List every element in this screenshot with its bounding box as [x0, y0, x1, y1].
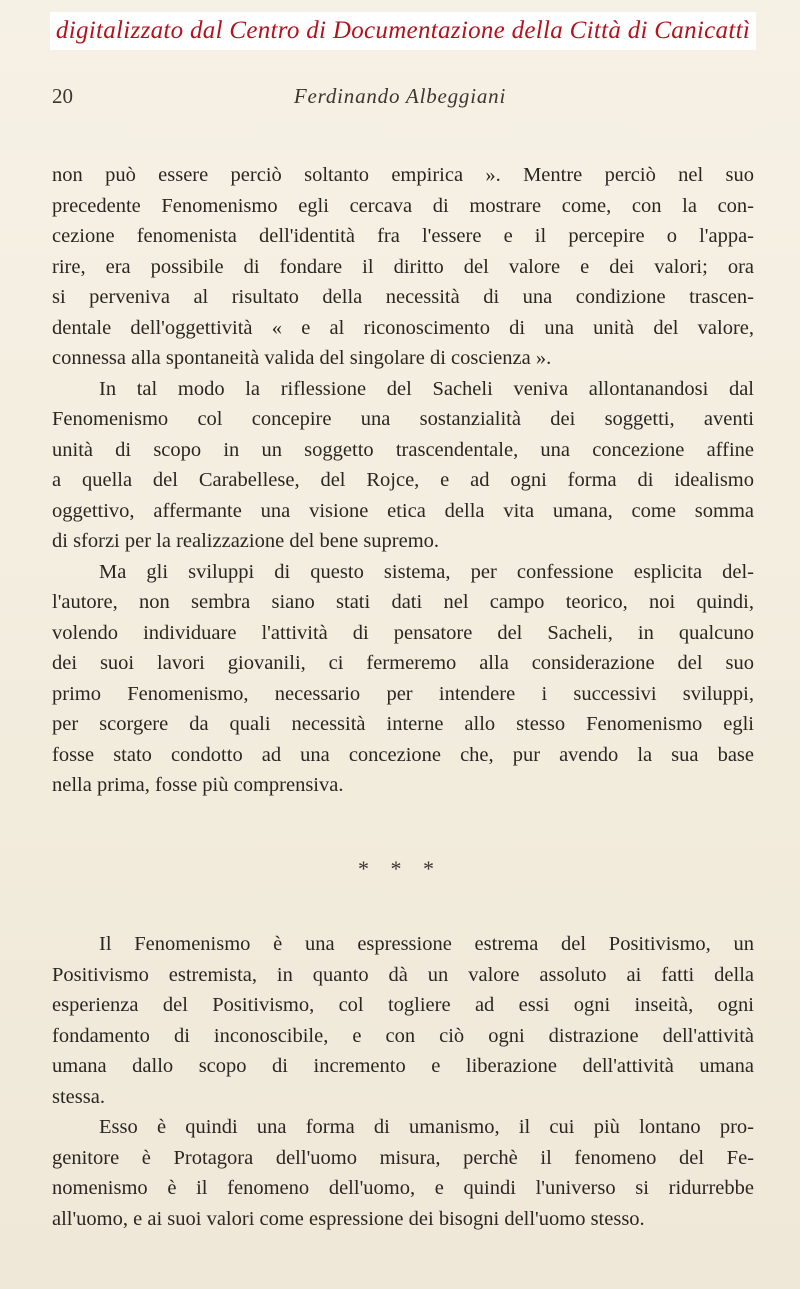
paragraph-start-line: Esso è quindi una forma di umanismo, il cui più lontano pro- — [99, 1116, 754, 1138]
section-separator: * * * — [358, 856, 442, 881]
text-line: dei suoi lavori giovanili, ci fermeremo alla considerazione del suo — [52, 652, 754, 674]
text-line: unità di scopo in un soggetto trascendentale, una concezione affine — [52, 438, 754, 461]
text-line: all'uomo, e ai suoi valori come espressione dei bisogni dell'uomo stesso. — [52, 1207, 645, 1230]
text-line: dentale dell'oggettività « e al riconoscimento di una unità del valore, — [52, 316, 754, 339]
text-line: cezione fenomenista dell'identità fra l'essere e il percepire o l'appa- — [52, 225, 754, 247]
text-line: nella prima, fosse più comprensiva. — [52, 774, 344, 796]
text-line: esperienza del Positivismo, col togliere ad essi ogni inseità, ogni — [52, 994, 754, 1016]
body-text-section-2 — [52, 929, 754, 1234]
page-number: 20 — [52, 84, 73, 108]
text-line: Fenomenismo col concepire una sostanzialità dei soggetti, aventi — [52, 408, 754, 430]
paragraph-start-line: Il Fenomenismo è una espressione estrema del Positivismo, un — [99, 933, 754, 955]
text-line: per scorgere da quali necessità interne allo stesso Fenomenismo egli — [52, 713, 754, 735]
text-line: non può essere perciò soltanto empirica ». Mentre perciò nel suo — [52, 164, 754, 186]
digitization-banner-text: digitalizzato dal Centro di Documentazione della Città di Canicattì — [55, 17, 751, 44]
text-line: primo Fenomenismo, necessario per intendere i successivi sviluppi, — [52, 682, 754, 705]
running-header-author: Ferdinando Albeggiani — [293, 84, 507, 108]
text-line: fondamento di inconoscibile, e con ciò ogni distrazione dell'attività — [52, 1024, 754, 1047]
text-line: di sforzi per la realizzazione del bene supremo. — [52, 530, 440, 552]
text-line: fosse stato condotto ad una concezione che, pur avendo la sua base — [52, 743, 754, 766]
text-line: stessa. — [52, 1085, 105, 1108]
text-line: rire, era possibile di fondare il diritto del valore e dei valori; ora — [52, 255, 754, 278]
text-line: umana dallo scopo di incremento e liberazione dell'attività umana — [52, 1055, 754, 1077]
digitization-banner — [50, 12, 756, 50]
text-line: Positivismo estremista, in quanto dà un valore assoluto ai fatti della — [52, 963, 754, 986]
paragraph-start-line: Ma gli sviluppi di questo sistema, per confessione esplicita del- — [99, 560, 754, 583]
text-line: connessa alla spontaneità valida del singolare di coscienza ». — [52, 347, 552, 369]
text-line: genitore è Protagora dell'uomo misura, perchè il fenomeno del Fe- — [52, 1146, 754, 1169]
text-line: a quella del Carabellese, del Rojce, e ad ogni forma di idealismo — [52, 469, 754, 491]
paragraph-start-line: In tal modo la riflessione del Sacheli veniva allontanandosi dal — [99, 377, 754, 400]
text-line: l'autore, non sembra siano stati dati nel campo teorico, noi quindi, — [52, 591, 754, 613]
text-line: precedente Fenomenismo egli cercava di mostrare come, con la con- — [52, 194, 754, 217]
body-text-section-1 — [52, 160, 754, 801]
text-line: oggettivo, affermante una visione etica della vita umana, come somma — [52, 499, 754, 522]
text-line: nomenismo è il fenomeno dell'uomo, e quindi l'universo si ridurrebbe — [52, 1177, 754, 1199]
text-line: volendo individuare l'attività di pensatore del Sacheli, in qualcuno — [52, 621, 754, 644]
text-line: si perveniva al risultato della necessità di una condizione trascen- — [52, 286, 754, 308]
